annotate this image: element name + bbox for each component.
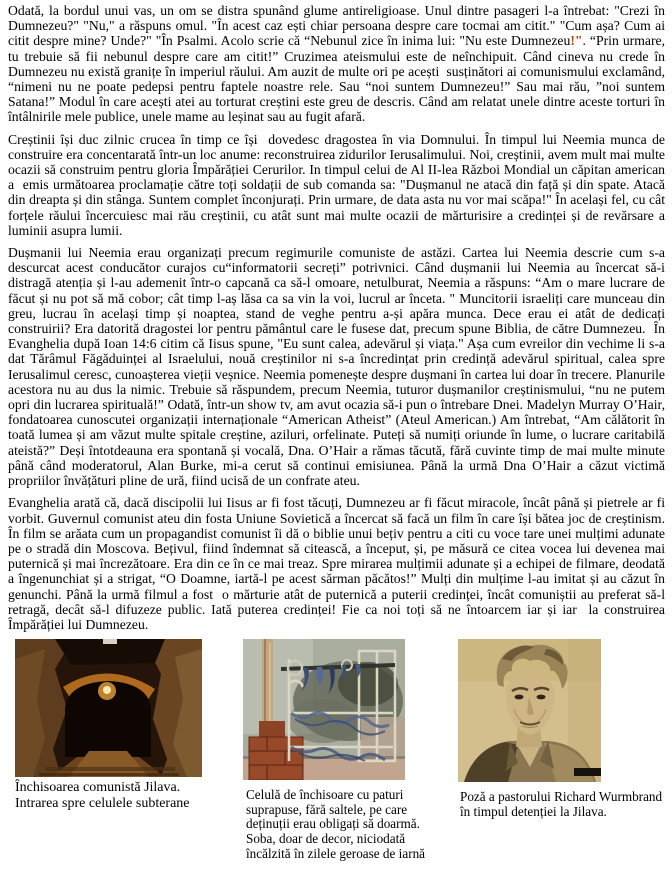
paragraph-1-text-start: Odată, la bordul unui vas, un om se distra spunând glume antireligioase. Unul dintre pasageri l-a întrebat: "Crezi în Dumnezeu?" "Nu," a răspuns omul. "În acest caz ești chiar persoana despre care tocmai am citit." "Cum așa? Cum ai citit despre mine? Unde?" "În Psalmi. Acolo scrie că “Nebunul zice în inima lui: "Nu este Dumnezeu (8, 3, 669, 49)
caption-line: Soba, doar de decor, niciodată (246, 830, 406, 846)
caption-line: Închisoarea comunistă Jilava. (15, 780, 181, 796)
caption-line: Poză a pastorului Richard Wurmbrand (460, 789, 663, 805)
caption-line: încălzită în zilele geroase de iarnă (246, 845, 426, 861)
paragraph-1-text-end: . “Prin urmare, tu trebuie să fii nebunul despre care am citit!” Cruzimea ateismului este de neînchipuit. Când cineva nu crede în Dumnezeu nu există granițe în imperiul răului. Am auzit de multe ori pe acești susținători ai comunismului exclamând, “nimeni nu ne poate pedepsi pentru faptele noastre rele. Sau “noi suntem Dumnezeu!” Sau mai rău, ”noi suntem Satana!” Modul în care acești atei au torturat creștini este greu de descris. Când am relatat unele dintre aceste torturi în întâlnirile mele publice, unele mame au leșinat sau au fugit afară. (8, 33, 669, 125)
caption-line: deținuții erau obligați să doarmă. (246, 816, 420, 832)
figure-wurmbrand-portrait (458, 639, 663, 819)
figure-jilava-entrance (15, 639, 228, 811)
paragraph-4: Evanghelia arată că, dacă discipolii lui Iisus ar fi fost tăcuți, Dumnezeu ar fi făcut miracole, încât până și pietrele ar fi vorbit. Guvernul comunist ateu din fosta Uniune Sovietică a încercat să facă un film în care își bătea joc de creștinism. În film se arăata cum un propagandist comunist îi dă o biblie unui bețiv pentru a citi cu voce tare unei mulțimi adunate pe o stradă din Moscova. Bețivul, fiind îndemnat să citească, a început, și, pe măsură ce citea vocea lui devenea mai puternică și mai încrezătoare. Era din ce în ce mai treaz. Spre mirarea mulțimii adunate și a echipei de filmare, deodată a îngenunchiat și a strigat, “O Doamne, iartă-l pe acest sărman păcătos!” Mulți din mulțime l-au imitat și au căzut în genunchi. Până la urmă filmul a fost o mărturie atât de puternică a puterii credinței, încât comuniștii au preferat să-l retragă, decât să-l difuzeze public. Iată puterea credinței! Fie ca noi toți să ne întoarcem iar și iar la construirea Împărăției lui Dumnezeu. (8, 495, 669, 632)
paragraph-3: Dușmanii lui Neemia erau organizați precum regimurile comuniste de astăzi. Cartea lui Neemia descrie cum s-a descurcat acest conducător curajos cu“informatorii secreți” potrivnici. Când dușmanii lui Neemia au încercat să-i distragă atenția și l-au ademenit într-o capcană ca să-l omoare, netulburat, Neemia a răspuns: “Am o mare lucrare de făcut și nu pot să mă cobor; cât timp l-aș lăsa ca sa vin la voi, lucrul ar înceta. " Muncitorii israeliți care munceau din greu, lucrau în același timp și noaptea, stand de veghe pentru a-și apăra munca. Dece erau ei atât de dedicați construirii? Era datorită dragostei lor pentru pământul care le fusese dat, precum spune Biblia, de către Dumnezeu. În Evanghelia după Ioan 14:6 citim că Iisus spune, "Eu sunt calea, adevărul și viața." Așa cum evreilor din vechime li s-a dat Tărâmul Făgăduinței al Israelului, nouă creștinilor ni s-a încredințat prin credință adevărul spiritual, calea spre Ierusalimul ceresc, cunoașterea vieții veșnice. Neemia pomenește despre dușmani în cartea lui doar în trecere. Planurile acestora nu au dus la nimic. Trebuie să răspundem, precum Neemia, tuturor dușmanilor creștinismului, “nu ne putem opri din lucrarea spirituală!” Odată, într-un show tv, am avut ocazia să-i pun o întrebare Dnei. Madelyn Murray O’Hair, fondatoarea cunoscutei organizații internaționale “American Atheist” (Ateul American.) Am întrebat, “Am călătorit în toată lumea și am văzut multe spitale creștine, aziluri, orfelinate. Puteți să numiți oriunde în lume, o lucrare caritabilă ateistă?” Deși întotdeauna era spontană și vocală, Dna. O’Hair a rămas tăcută, fără cuvinte timp de mai multe minute până când moderatorul, Alan Burke, mi-a cerut să continui emisiunea. Până la urmă Dna O’Hair a căzut victimă propriilor învățături pline de ură, fiind ucisă de un confrate ateu. (8, 245, 672, 489)
paragraph-1 (8, 3, 669, 125)
paragraph-2: Creștinii își duc zilnic crucea în timp ce își dovedesc dragostea în via Domnului. În timpul lui Neemia munca de construire era concentarată într-un loc anume: reconstruirea zidurilor Ierusalimului. Noi, creștinii, avem mult mai multe ocazii să construim pentru gloria Împărăției Cerurilor. In timpul celui de Al II-lea Război Mondial un căpitan american a emis următoarea proclamație către toți soldații de sub comanda sa: "Dușmanul ne atacă din față și din spate. Atacă din dreapta și din stânga. Suntem complet înconjurați. Prin urmare, de data asta nu vor mai scăpa!" În același fel, cu cât forțele răului încercuiesc mai rău creștinii, cu atât sunt mai multe ocazii de mărturisire a credinței și de revărsare a luminii asupra lumii. (8, 131, 669, 238)
richard-wurmbrand-portrait-photo (458, 639, 601, 782)
caption-line: suprapuse, fără saltele, pe care (246, 801, 408, 817)
caption-line: în timpul detenției la Jilava. (460, 803, 607, 819)
paragraph-1-red-highlight: !" (570, 33, 583, 49)
caption-jilava-entrance (15, 780, 228, 811)
caption-line: Intrarea spre celulele subterane (15, 795, 190, 811)
figure-prison-cell (243, 639, 433, 861)
jilava-tunnel-entrance-photo (15, 639, 202, 777)
prison-cell-bunk-beds-photo (243, 639, 405, 780)
caption-wurmbrand-portrait (458, 790, 663, 819)
figures-row (0, 639, 672, 861)
caption-prison-cell (243, 788, 433, 861)
caption-line: Celulă de închisoare cu paturi (246, 787, 404, 803)
